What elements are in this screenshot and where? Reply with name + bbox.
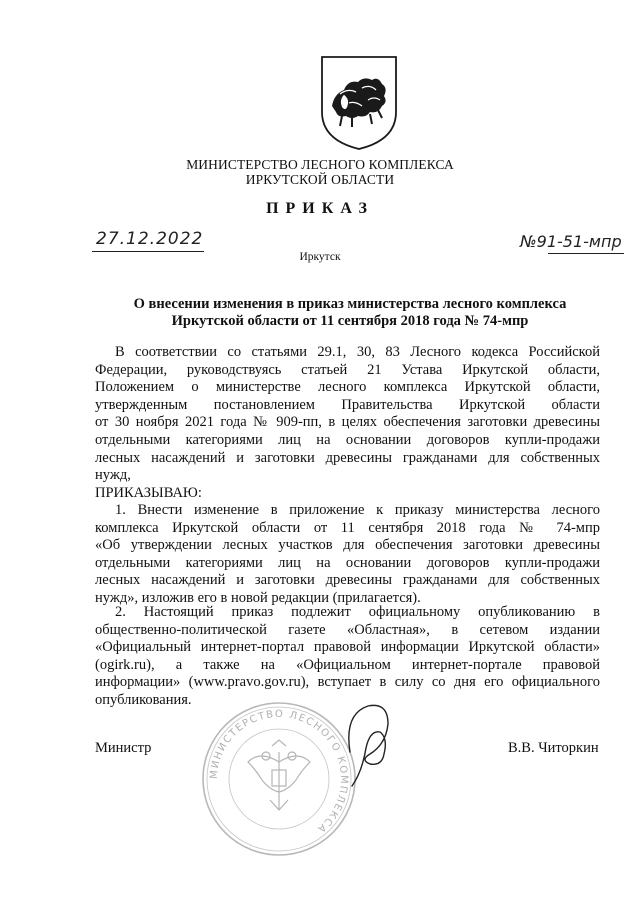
text-line: (ogirk.ru), а также на «Официальном интернет-портале правовой [95, 656, 600, 673]
text-line: лесных насаждений и заготовки древесины гражданами для собственных [95, 572, 600, 589]
handwritten-date: 27.12.2022 [96, 229, 204, 249]
text-line: лесных насаждений и заготовки древесины гражданами для собственных [95, 449, 600, 466]
text-line: отдельными категориями лиц на основании договоров купли-продажи [95, 554, 600, 571]
text-line: нужд», изложив его в новой редакции (прилагается). [95, 589, 421, 606]
paragraph-item-1 [95, 502, 600, 608]
paragraph-preamble [95, 344, 600, 485]
signatory-name: В.В. Читоркин [508, 740, 599, 756]
handwritten-signature-icon [330, 694, 430, 794]
text-line: 1. Внести изменение в приложение к приказу министерства лесного [115, 502, 600, 518]
irkutsk-coat-of-arms-icon [318, 54, 400, 152]
order-word: ПРИКАЗЫВАЮ: [95, 485, 202, 501]
text-line: «Об утверждении лесных участков для обеспечения заготовки древесины [95, 537, 600, 554]
text-line: утвержденным постановлением Правительства Иркутской области [95, 396, 600, 413]
text-line: комплекса Иркутской области от 11 сентября 2018 года № 74-мпр [95, 519, 600, 536]
document-type: ПРИКАЗ [266, 200, 374, 217]
text-line: отдельными категориями лиц на основании договоров купли-продажи [95, 431, 600, 448]
document-title-line2: Иркутской области от 11 сентября 2018 года № 74-мпр [171, 313, 529, 329]
text-line: В соответствии со статьями 29.1, 30, 83 Лесного кодекса Российской [115, 344, 600, 360]
text-line: «Официальный интернет-портал правовой информации Иркутской области» [95, 639, 600, 656]
document-title-line1: О внесении изменения в приказ министерства лесного комплекса [133, 296, 567, 312]
text-line: информации» (www.pravo.gov.ru), вступает в силу со дня его официального [95, 674, 600, 691]
text-line: общественно-политической газете «Областная», в сетевом издании [95, 621, 600, 638]
signatory-position: Министр [95, 740, 152, 756]
text-line: 2. Настоящий приказ подлежит официальному опубликованию в [115, 604, 600, 620]
handwritten-number: №91-51-мпр [520, 232, 622, 251]
city: Иркутск [299, 251, 341, 263]
text-line: опубликования. [95, 691, 192, 708]
text-line: от 30 ноября 2021 года № 909-пп, в целях обеспечения заготовки древесины [95, 414, 600, 431]
text-line: Федерации, руководствуясь статьей 21 Устава Иркутской области, [95, 361, 600, 378]
org-name-line2: ИРКУТСКОЙ ОБЛАСТИ [245, 172, 395, 187]
text-line: Положением о министерстве лесного комплекса Иркутской области, [95, 379, 600, 396]
seal-text: МИНИСТЕРСТВО ЛЕСНОГО КОМПЛЕКСА [208, 708, 350, 835]
text-line: нужд, [95, 467, 131, 484]
org-name-line1: МИНИСТЕРСТВО ЛЕСНОГО КОМПЛЕКСА [186, 157, 454, 172]
